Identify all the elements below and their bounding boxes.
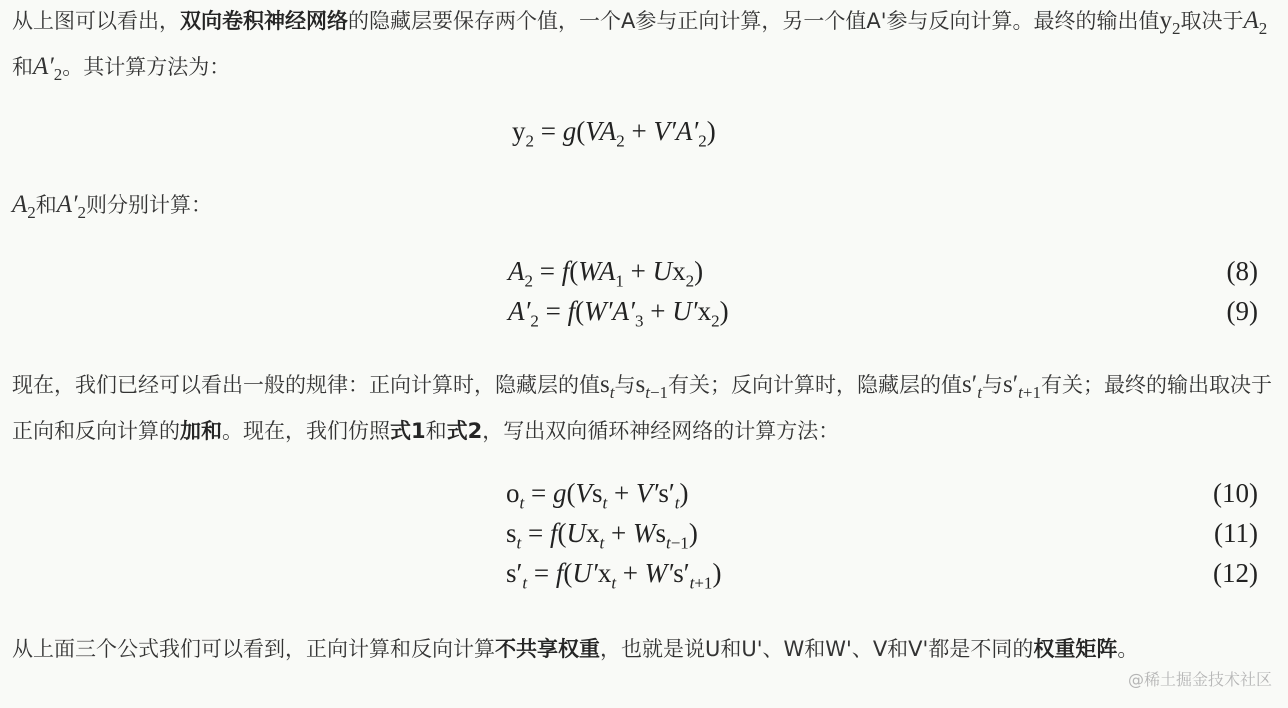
paragraph-rule (12, 366, 1274, 450)
text: 有关；最终的输出取决于正向和反向计算的 (12, 373, 1272, 443)
math-a2-prime: $A'_2$ (56, 191, 87, 222)
text: 现在，我们已经可以看出一般的规律：正向计算时，隐藏层的值 (12, 373, 600, 397)
text: 与 (614, 373, 636, 397)
text: 有关；反向计算时，隐藏层的值 (668, 373, 963, 397)
bold-term: 式1 (390, 419, 426, 443)
math-st: $s_t$ (600, 371, 615, 402)
text: 从上面三个公式我们可以看到，正向计算和反向计算 (12, 637, 495, 661)
equation-number: (11) (1214, 518, 1258, 548)
math-y2: $y_2$ (1159, 7, 1181, 38)
bold-term: 双向卷积神经网络 (180, 9, 348, 33)
text: 和 (12, 55, 33, 79)
text: 的隐藏层要保存两个值，一个A参与正向计算，另一个值A'参与反向计算。最终的输出值 (348, 9, 1160, 33)
math-st-prime: $s'_t$ (962, 371, 982, 402)
watermark: @稀土掘金技术社区 (1127, 670, 1272, 689)
equation-10: $o_t = g(Vs_t + V's'_t)$ (10) (506, 478, 1258, 513)
text: 。 (1117, 637, 1139, 661)
math-st-1: $s_{t-1}$ (635, 371, 669, 402)
bold-term: 式2 (446, 419, 483, 443)
text: 。其计算方法为： (62, 55, 231, 79)
text: 与 (981, 373, 1003, 397)
text: ，也就是说U和U'、W和W'、V和V'都是不同的 (600, 637, 1034, 661)
bold-term: 不共享权重 (495, 637, 600, 661)
text: 取决于 (1180, 9, 1244, 33)
math-a2: $A_2$ (12, 191, 36, 222)
paragraph-intro (12, 2, 1274, 94)
text: 和 (425, 419, 447, 443)
paragraph-conclusion (12, 630, 1274, 668)
equation-number: (9) (1226, 296, 1258, 326)
equation-y2: $y_2 = g(VA_2 + V'A'_2)$ (512, 116, 716, 151)
text: 从上图可以看出， (12, 9, 180, 33)
equation-number: (12) (1213, 558, 1258, 588)
bold-term: 权重矩阵 (1033, 637, 1118, 661)
paragraph-compute (12, 186, 1274, 232)
equation-12: $s'_t = f(U'x_t + W's'_{t+1})$ (12) (506, 558, 1258, 593)
text: 和 (35, 193, 57, 217)
equation-number: (8) (1226, 256, 1258, 286)
text: 则分别计算： (86, 193, 213, 217)
text: 。现在，我们仿照 (222, 419, 390, 443)
math-a2-prime: $A'_2$ (33, 53, 63, 84)
equation-8: $A_2 = f(WA_1 + Ux_2)$ (8) (508, 256, 1258, 291)
math-st1-prime: $s'_{t+1}$ (1002, 371, 1041, 402)
equation-11: $s_t = f(Ux_t + Ws_{t-1})$ (11) (506, 518, 1258, 553)
equation-number: (10) (1213, 478, 1258, 508)
math-a2: $A_2$ (1243, 7, 1268, 38)
bold-term: 加和 (180, 419, 222, 443)
text: ，写出双向循环神经网络的计算方法： (482, 419, 840, 443)
equation-9: $A'_2 = f(W'A'_3 + U'x_2)$ (9) (508, 296, 1258, 331)
